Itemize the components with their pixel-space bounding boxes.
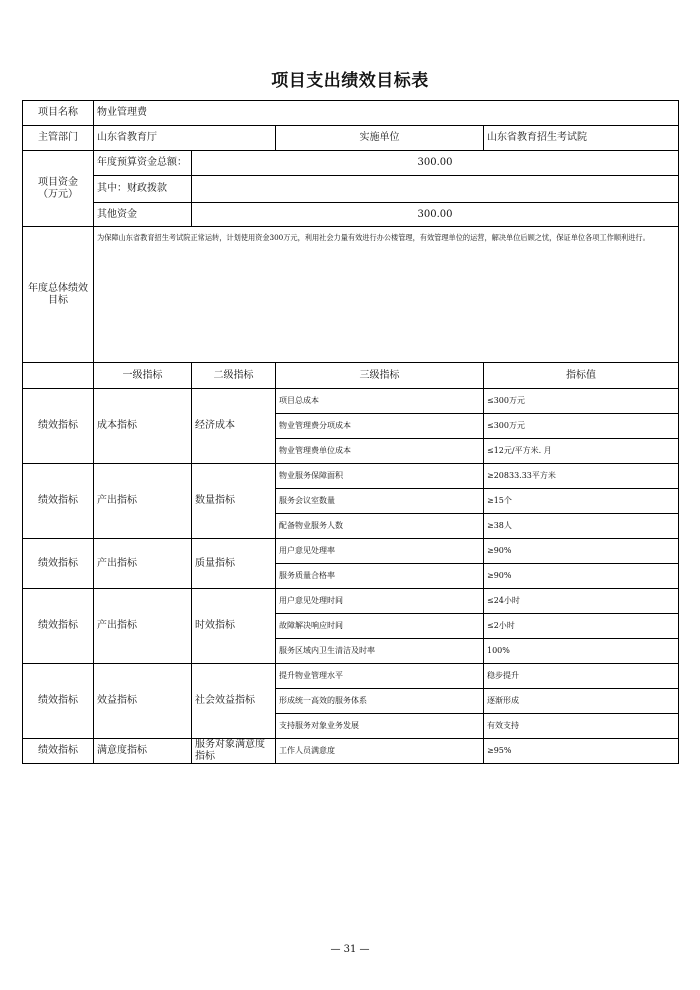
value-header: 指标值	[484, 363, 679, 389]
indicator-value-cell: 有效支持	[484, 714, 679, 739]
row-project-name	[23, 101, 679, 126]
row-indicator-header	[23, 363, 679, 389]
indicator-header-blank	[23, 363, 94, 389]
impl-value: 山东省教育招生考试院	[484, 126, 679, 151]
indicator-value-cell: 逐渐形成	[484, 689, 679, 714]
indicator-row	[23, 664, 679, 689]
level1-indicator-cell: 成本指标	[94, 389, 192, 464]
indicator-category-cell: 绩效指标	[23, 464, 94, 539]
indicator-value-cell: ≥95%	[484, 739, 679, 764]
indicator-value-cell: ≥90%	[484, 539, 679, 564]
level3-indicator-cell: 用户意见处理率	[276, 539, 484, 564]
level3-indicator-cell: 物业管理费单位成本	[276, 439, 484, 464]
indicator-row	[23, 389, 679, 414]
funds-fiscal-value	[192, 176, 679, 203]
indicator-row	[23, 464, 679, 489]
level1-indicator-cell: 满意度指标	[94, 739, 192, 764]
indicator-value-cell: 稳步提升	[484, 664, 679, 689]
indicator-row	[23, 539, 679, 564]
row-funds-total	[23, 151, 679, 176]
page-number: — 31 —	[330, 944, 370, 955]
level1-indicator-cell: 效益指标	[94, 664, 192, 739]
level3-indicator-cell: 物业服务保障面积	[276, 464, 484, 489]
funds-total-label: 年度预算资金总额：	[94, 151, 192, 176]
level3-indicator-cell: 服务区域内卫生清洁及时率	[276, 639, 484, 664]
performance-target-table	[22, 100, 679, 764]
dept-label: 主管部门	[23, 126, 94, 151]
indicator-category-cell: 绩效指标	[23, 589, 94, 664]
level3-indicator-cell: 故障解决响应时间	[276, 614, 484, 639]
level2-indicator-cell: 时效指标	[192, 589, 276, 664]
level1-indicator-cell: 产出指标	[94, 464, 192, 539]
annual-goal-text: 为保障山东省教育招生考试院正常运转，计划使用资金300万元，利用社会力量有效进行办公楼管理，有效管理单位的运营，解决单位后顾之忧，保证单位各项工作顺利进行。	[94, 227, 679, 363]
indicator-row	[23, 589, 679, 614]
indicator-value-cell: ≥38人	[484, 514, 679, 539]
dept-value: 山东省教育厅	[94, 126, 276, 151]
project-name-value: 物业管理费	[94, 101, 679, 126]
level3-indicator-cell: 工作人员满意度	[276, 739, 484, 764]
indicator-value-cell: 100%	[484, 639, 679, 664]
level3-header: 三级指标	[276, 363, 484, 389]
level3-indicator-cell: 用户意见处理时间	[276, 589, 484, 614]
indicator-value-cell: ≥90%	[484, 564, 679, 589]
indicator-category-cell: 绩效指标	[23, 389, 94, 464]
level2-indicator-cell: 经济成本	[192, 389, 276, 464]
annual-goal-label: 年度总体绩效目标	[23, 227, 94, 363]
level3-indicator-cell: 配备物业服务人数	[276, 514, 484, 539]
level1-indicator-cell: 产出指标	[94, 539, 192, 589]
indicator-value-cell: ≤12元/平方米. 月	[484, 439, 679, 464]
indicator-value-cell: ≥15个	[484, 489, 679, 514]
level3-indicator-cell: 服务质量合格率	[276, 564, 484, 589]
indicator-value-cell: ≤300万元	[484, 389, 679, 414]
page-title: 项目支出绩效目标表	[271, 71, 429, 91]
funds-other-value: 300.00	[192, 203, 679, 227]
level3-indicator-cell: 提升物业管理水平	[276, 664, 484, 689]
indicator-value-cell: ≥20833.33平方米	[484, 464, 679, 489]
level2-indicator-cell: 质量指标	[192, 539, 276, 589]
level2-indicator-cell: 社会效益指标	[192, 664, 276, 739]
funds-label: 项目资金 （万元）	[23, 151, 94, 227]
level2-indicator-cell: 数量指标	[192, 464, 276, 539]
level3-indicator-cell: 服务会议室数量	[276, 489, 484, 514]
level3-indicator-cell: 支持服务对象业务发展	[276, 714, 484, 739]
indicator-value-cell: ≤300万元	[484, 414, 679, 439]
funds-other-label: 其他资金	[94, 203, 192, 227]
level2-indicator-cell: 服务对象满意度指标	[192, 739, 276, 764]
level3-indicator-cell: 物业管理费分项成本	[276, 414, 484, 439]
row-funds-fiscal	[23, 176, 679, 203]
level1-header: 一级指标	[94, 363, 192, 389]
indicator-value-cell: ≤24小时	[484, 589, 679, 614]
funds-fiscal-label: 其中：财政拨款	[94, 176, 192, 203]
funds-total-value: 300.00	[192, 151, 679, 176]
impl-label: 实施单位	[276, 126, 484, 151]
row-funds-other	[23, 203, 679, 227]
level1-indicator-cell: 产出指标	[94, 589, 192, 664]
project-name-label: 项目名称	[23, 101, 94, 126]
row-department	[23, 126, 679, 151]
indicator-category-cell: 绩效指标	[23, 539, 94, 589]
indicator-category-cell: 绩效指标	[23, 739, 94, 764]
indicator-value-cell: ≤2小时	[484, 614, 679, 639]
level2-header: 二级指标	[192, 363, 276, 389]
indicator-category-cell: 绩效指标	[23, 664, 94, 739]
indicator-row	[23, 739, 679, 764]
row-annual-goal	[23, 227, 679, 363]
level3-indicator-cell: 项目总成本	[276, 389, 484, 414]
level3-indicator-cell: 形成统一高效的服务体系	[276, 689, 484, 714]
